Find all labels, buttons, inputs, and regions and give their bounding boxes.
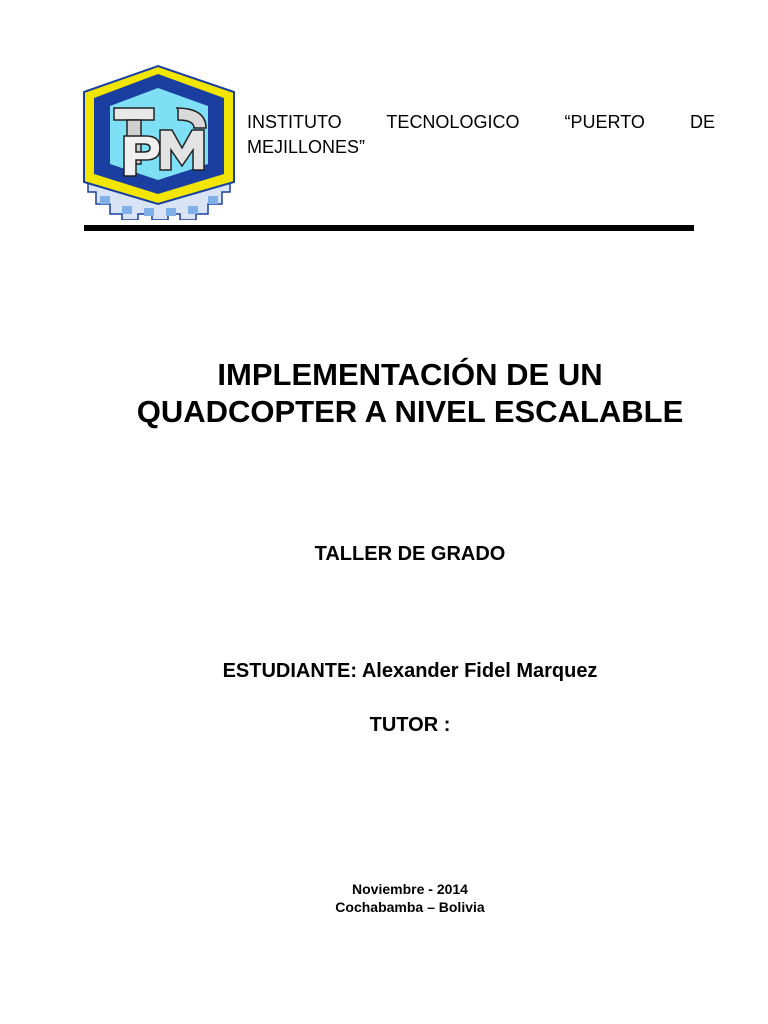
- title-line-1: IMPLEMENTACIÓN DE UN: [217, 357, 603, 392]
- institute-logo: [80, 64, 238, 220]
- date-line: Noviembre - 2014: [352, 881, 468, 897]
- tutor-line: TUTOR :: [369, 714, 451, 736]
- header-divider: [84, 225, 694, 231]
- title-line-2: QUADCOPTER A NIVEL ESCALABLE: [136, 394, 684, 429]
- place-line: Cochabamba – Bolivia: [335, 899, 485, 915]
- institute-name: INSTITUTO TECNOLOGICO “PUERTO DE MEJILLONES”: [247, 112, 715, 157]
- student-line: ESTUDIANTE: Alexander Fidel Marquez: [222, 660, 598, 682]
- subtitle: TALLER DE GRADO: [314, 543, 506, 565]
